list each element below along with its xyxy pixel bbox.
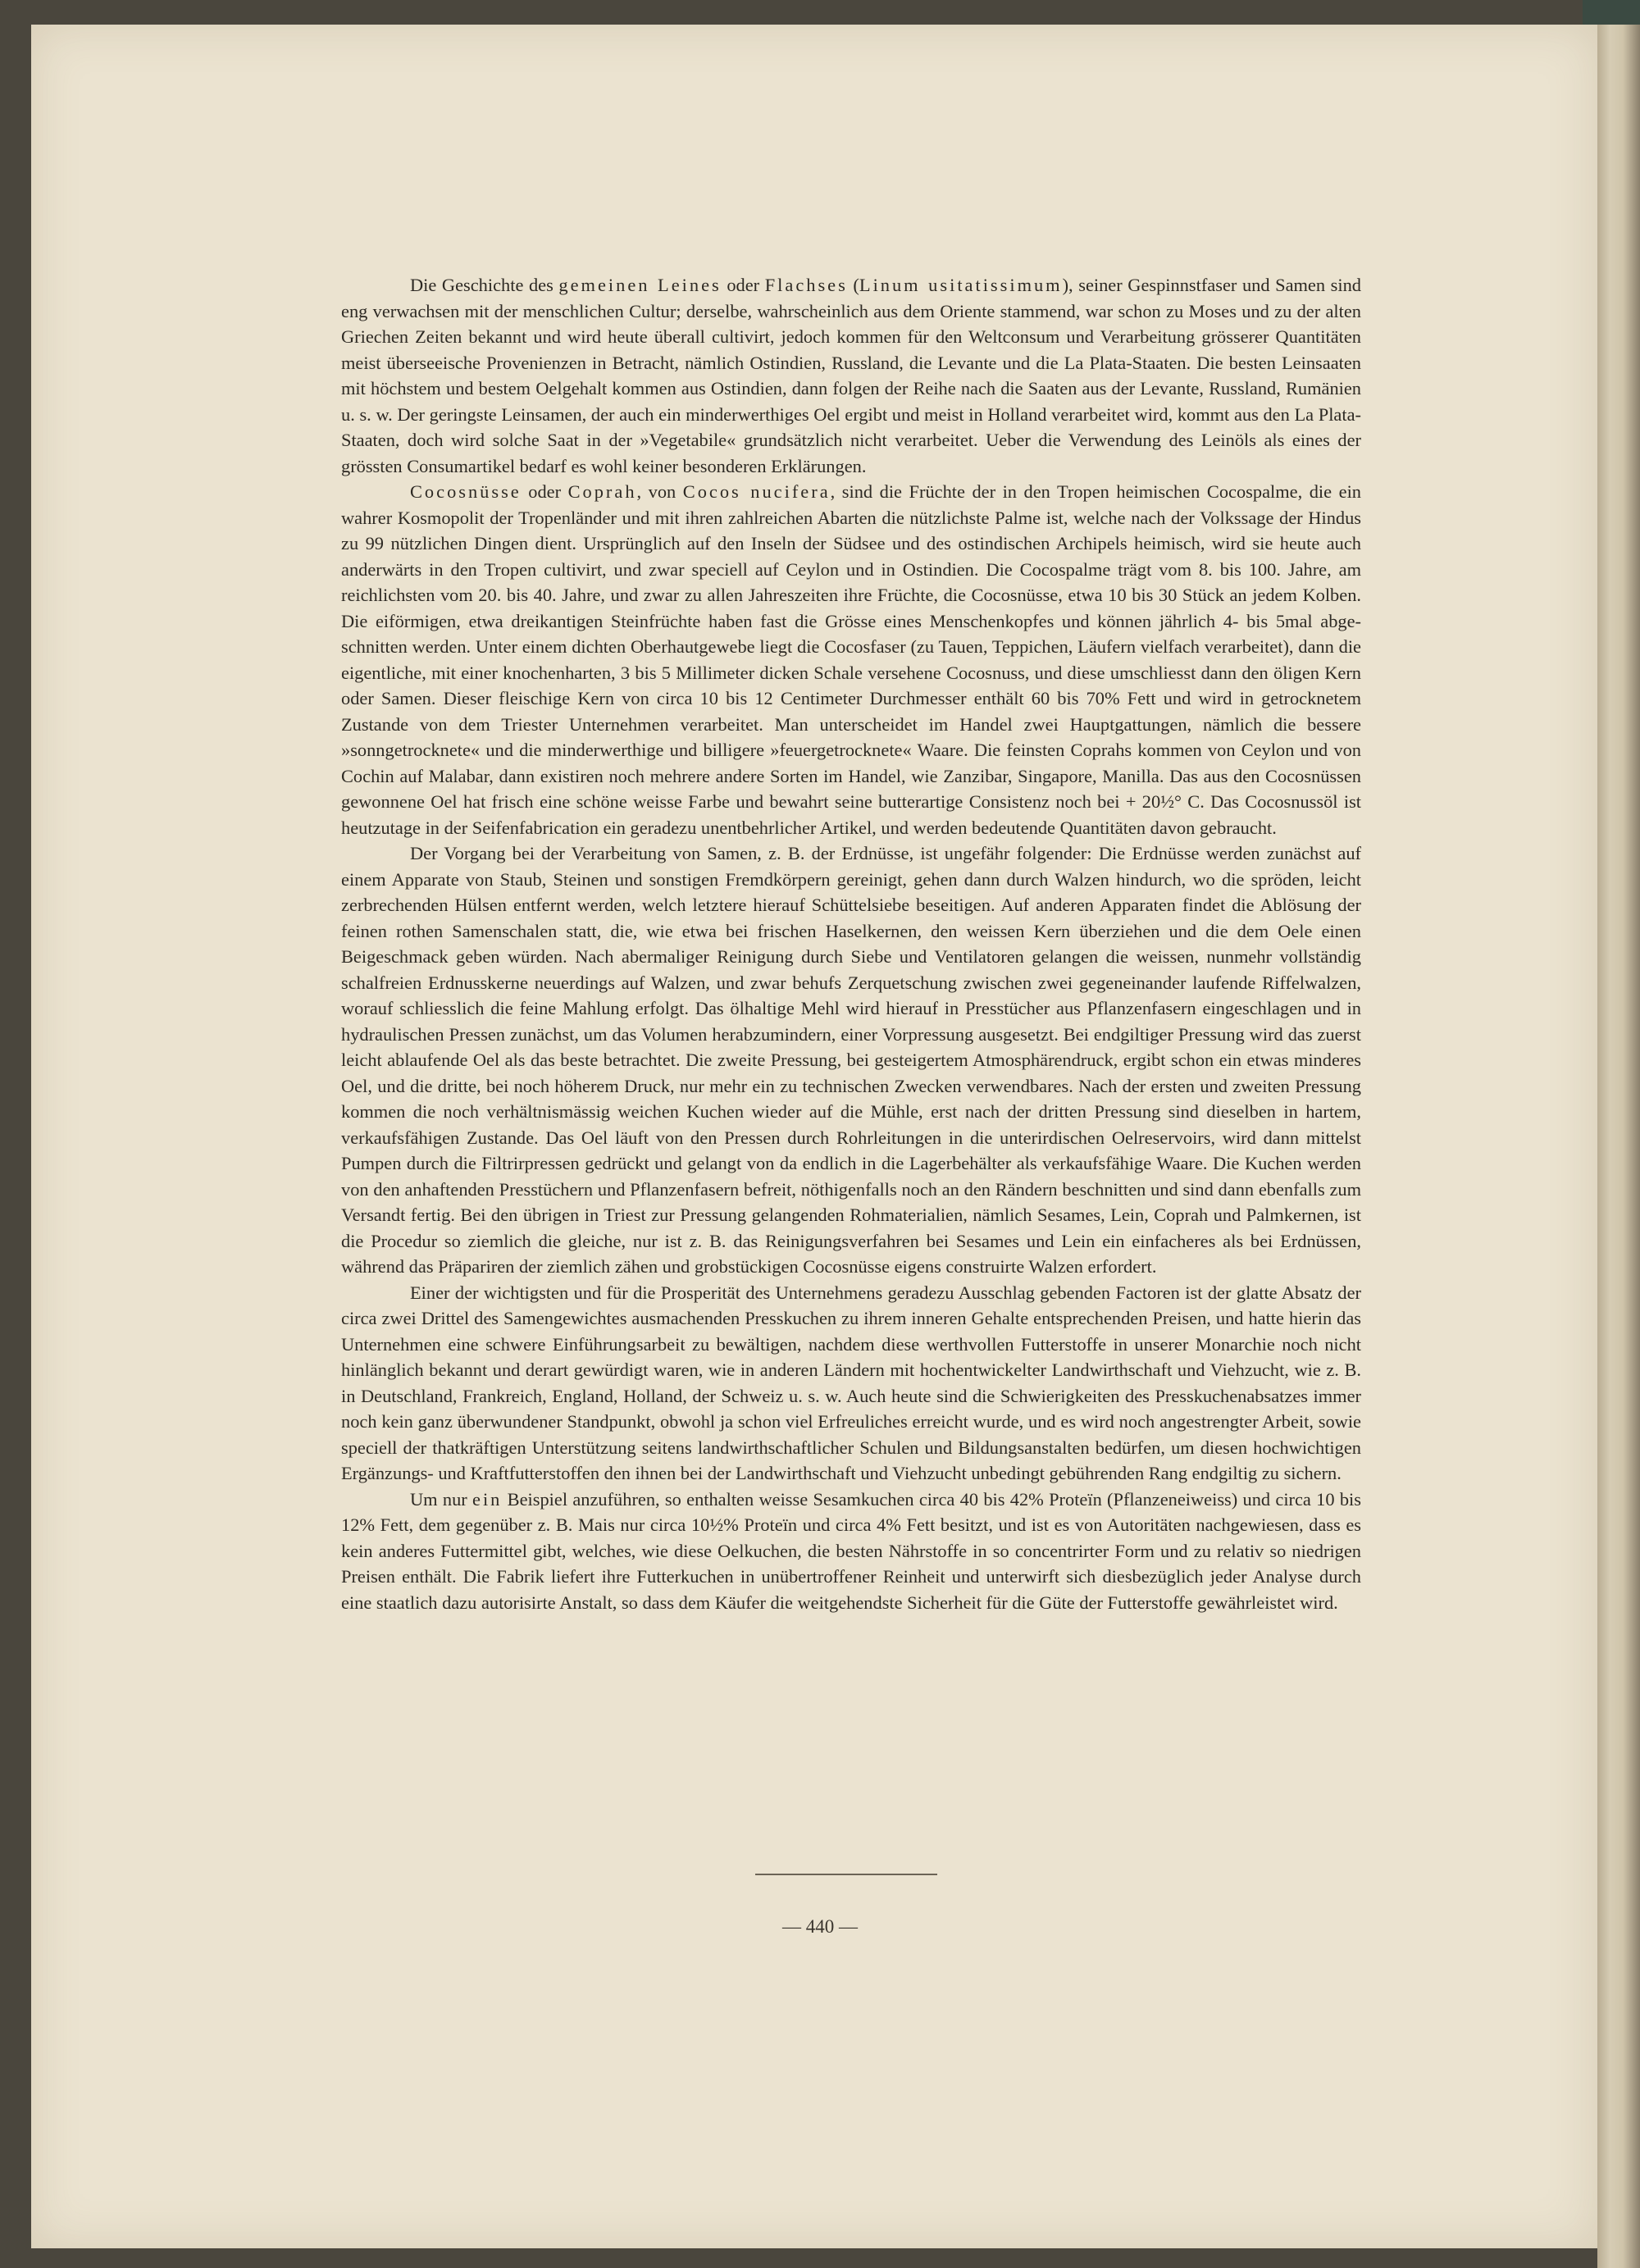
text-run: Um nur: [410, 1488, 473, 1510]
paragraph: [341, 479, 1361, 840]
text-run: oder: [721, 275, 765, 295]
body-text: [341, 272, 1361, 1615]
spaced-term: Flachses: [764, 275, 848, 295]
spaced-term: Coprah: [567, 481, 637, 502]
closing-rule: [755, 1874, 937, 1875]
text-run: ), seiner Gespinnstfaser und Samen sind eng verwachsen mit der menschlichen Cultur; derselbe, wahrscheinlich aus dem Oriente stammend, war schon zu Moses und zu der alten Griechen Zeiten bekannt und wird heute überall cultivirt, jedoch kommen für den Weltconsum und Verarbeitung grösserer Quantitäten meist überseeische Provenienzen in Betracht, nämlich Ostindien, Russland, die Levante und die La Plata-Staaten. Die besten Leinsaaten mit höchstem und bestem Oelgehalt kommen aus Ostindien, dann folgen der Reihe nach die Saaten aus der Levante, Russland, Rumänien u. s. w. Der geringste Leinsamen, der auch ein minderwerthiges Oel ergibt und meist in Holland verarbeitet wird, kommt aus den La Plata-Staaten, doch wird solche Saat in der »Vegetabile« grundsätzlich nicht verarbeitet. Ueber die Verwendung des Leinöls als eines der grössten Consumartikel bedarf es wohl keiner besonderen Erklärungen.: [341, 275, 1361, 476]
text-run: oder: [521, 481, 568, 502]
paragraph: [341, 272, 1361, 479]
text-run: (: [847, 275, 859, 295]
paragraph: [341, 1487, 1361, 1616]
page-number: — 440 —: [782, 1916, 858, 1937]
spaced-term: Linum usitatissimum: [859, 275, 1063, 295]
text-run: , sind die Früchte der in den Tropen heimischen Cocospalme, die ein wahrer Kosmopolit der Tropenländer und mit ihren zahlreichen Abarten die nützlichste Palme ist, welche nach der Volkssage der Hindus zu 99 nützlichen Dingen dient. Ursprünglich auf den Inseln der Südsee und des ostindischen Archipels heimisch, wird sie heute auch anderwärts in den Tropen cultivirt, und zwar speciell auf Ceylon und in Ostindien. Die Cocospalme trägt vom 8. bis 100. Jahre, am reichlichsten vom 20. bis 40. Jahre, und zwar zu allen Jahreszeiten ihre Früchte, die Cocosnüsse, etwa 10 bis 30 Stück an jedem Kolben. Die eiförmigen, etwa dreikantigen Steinfrüchte haben fast die Grösse eines Menschenkopfes und können jährlich 4- bis 5mal abgeschnitten werden. Unter einem dichten Oberhautgewebe liegt die Cocosfaser (zu Tauen, Teppichen, Läufern vielfach verarbeitet), dann die eigentliche, mit einer knochenharten, 3 bis 5 Millimeter dicken Schale versehene Cocosnuss, und diese umschliesst dann den öligen Kern oder Samen. Dieser fleischige Kern von circa 10 bis 12 Centimeter Durchmesser enthält 60 bis 70% Fett und wird in getrocknetem Zustande von dem Triester Unternehmen verarbeitet. Man unterscheidet im Handel zwei Hauptgattungen, nämlich die bessere »sonngetrocknete« und die minderwerthige und billigere »feuergetrocknete« Waare. Die feinsten Coprahs kommen von Ceylon und von Cochin auf Malabar, dann existiren noch mehrere andere Sorten im Handel, wie Zanzibar, Singapore, Manilla. Das aus den Cocosnüssen gewonnene Oel hat frisch eine schöne weisse Farbe und bewahrt seine butterartige Consistenz noch bei + 20½° C. Das Cocosnussöl ist heutzutage in der Seifenfabrication ein geradezu unentbehrlicher Artikel, und werden bedeutende Quantitäten davon gebraucht.: [341, 481, 1361, 838]
spaced-term: Cocos nucifera: [682, 481, 831, 502]
text-run: Einer der wichtigsten und für die Prosperität des Unternehmens geradezu Ausschlag gebenden Factoren ist der glatte Absatz der circa zwei Drittel des Samengewichtes ausmachenden Presskuchen zu ihrem inneren Gehalte entsprechenden Preisen, und hatte hierin das Unternehmen eine schwere Einführungsarbeit zu bewältigen, nachdem diese werthvollen Futterstoffe in unserer Monarchie noch nicht hinlänglich bekannt und derart gewürdigt waren, wie in anderen Ländern mit hochentwickelter Landwirthschaft und Viehzucht, wie z. B. in Deutschland, Frankreich, England, Holland, der Schweiz u. s. w. Auch heute sind die Schwierigkeiten des Presskuchenabsatzes immer noch kein ganz überwundener Standpunkt, obwohl ja schon viel Erfreuliches erreicht wurde, und es wird noch angestrengter Arbeit, sowie speciell der thatkräftigen Unterstützung seitens landwirthschaftlicher Schulen und Bildungsanstalten bedürfen, um diesen hochwichtigen Ergänzungs- und Kraftfutterstoffen den ihnen bei der Landwirthschaft und Viehzucht unbedingt gebührenden Rang endgiltig zu sichern.: [341, 1282, 1361, 1483]
text-run: , von: [636, 481, 683, 502]
spaced-term: Cocosnüsse: [410, 481, 522, 502]
spaced-term: gemeinen Leines: [558, 275, 722, 295]
text-run: Die Geschichte des: [410, 275, 559, 295]
text-run: Beispiel anzuführen, so enthalten weisse Sesamkuchen circa 40 bis 42% Proteïn (Pflanzeneiweiss) und circa 10 bis 12% Fett, dem gegenüber z. B. Mais nur circa 10½% Proteïn und circa 4% Fett besitzt, und ist es von Autoritäten nachgewiesen, dass es kein anderes Futtermittel gibt, welches, wie diese Oelkuchen, die besten Nährstoffe in so concentrirter Form und zu relativ so niedrigen Preisen enthält. Die Fabrik liefert ihre Futterkuchen in unübertroffener Reinheit und unterwirft sich diesbezüglich jeder Analyse durch eine staatlich dazu autorisirte Anstalt, so dass dem Käufer die weitgehendste Sicherheit für die Güte der Futterstoffe gewährleistet wird.: [341, 1488, 1361, 1613]
spaced-term: ein: [472, 1488, 503, 1510]
paragraph: [341, 1280, 1361, 1487]
binding-corner: [1583, 0, 1640, 25]
text-run: Der Vorgang bei der Verarbeitung von Samen, z. B. der Erdnüsse, ist ungefähr folgender: Die Erdnüsse werden zunächst auf einem Apparate von Staub, Steinen und sonstigen Fremdkörpern gereinigt, gehen dann durch Walzen hindurch, wo die spröden, leicht zerbrechenden Hülsen entfernt werden, welch letztere hierauf Schüttelsiebe beseitigen. Auf anderen Apparaten findet die Ablösung der feinen rothen Samenschalen statt, die, wie etwa bei frischen Haselkernen, den weissen Kern überziehen und die dem Oele einen Beigeschmack geben würden. Nach abermaliger Reinigung durch Siebe und Ventilatoren gelangen die weissen, nunmehr vollständig schalfreien Erdnusskerne neuerdings auf Walzen, und zwar behufs Zerquetschung zwischen zwei gegeneinander laufende Riffelwalzen, worauf schliesslich die feine Mahlung erfolgt. Das ölhaltige Mehl wird hierauf in Presstücher aus Pflanzenfasern eingeschlagen und in hydraulischen Pressen zunächst, um das Volumen herabzumindern, einer Vorpressung ausgesetzt. Bei endgiltiger Pressung wird das zuerst leicht ablaufende Oel als das beste betrachtet. Die zweite Pressung, bei gesteigertem Atmosphärendruck, ergibt schon ein etwas minderes Oel, und die dritte, bei noch höherem Druck, nur mehr ein zu technischen Zwecken verwendbares. Nach der ersten und zweiten Pressung kommen die noch verhältnismässig weichen Kuchen wieder auf die Mühle, erst nach der dritten Pressung sind dieselben in hartem, verkaufsfähigen Zustande. Das Oel läuft von den Pressen durch Rohrleitungen in die unterirdischen Oelreservoirs, wird dann mittelst Pumpen durch die Filtrirpressen gedrückt und gelangt von da endlich in die Lagerbehälter als verkaufsfähige Waare. Die Kuchen werden von den anhaftenden Presstüchern und Pflanzenfasern befreit, nöthigenfalls noch an den Rändern beschnitten und sind dann ebenfalls zum Versandt fertig. Bei den übrigen in Triest zur Pressung gelangenden Rohmaterialien, nämlich Sesames, Lein, Coprah und Palmkernen, ist die Procedur so ziemlich die gleiche, nur ist z. B. das Reinigungsverfahren bei Sesames und Lein ein einfacheres als bei Erdnüssen, während das Präpariren der ziemlich zähen und grobstückigen Cocosnüsse eigens construirte Walzen erfordert.: [341, 843, 1361, 1277]
paragraph: [341, 840, 1361, 1280]
